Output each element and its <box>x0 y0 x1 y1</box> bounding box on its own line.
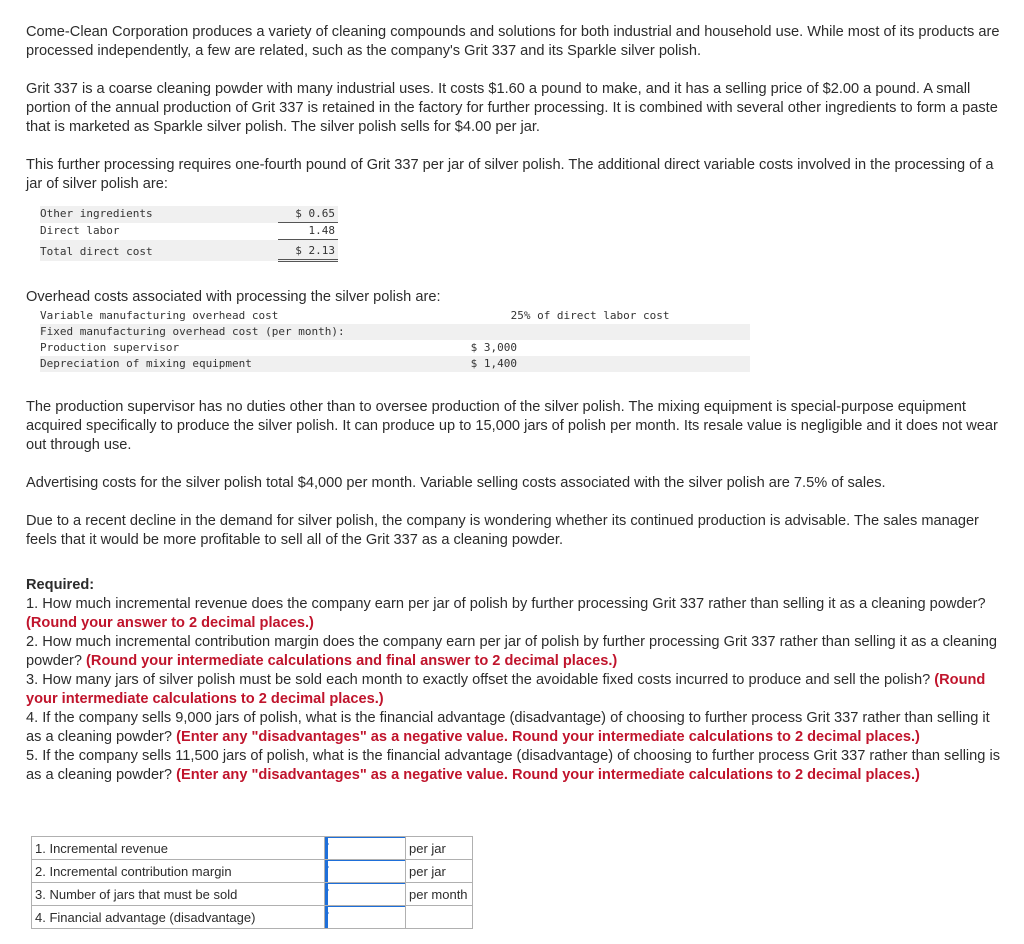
question-text: 5. If the company sells 11,500 jars of polish, what is the financial advantage (disadvantage) of choosing to further process Grit 337 rather than selling is as a cleaning powder? <box>26 748 1001 783</box>
table-row <box>32 883 473 906</box>
question-text: 1. How much incremental revenue does the company earn per jar of polish by further processing Grit 337 rather than selling it as a cleaning powder? <box>26 596 986 612</box>
direct-cost-table <box>40 206 338 262</box>
overhead-value: $ 1,400 <box>471 356 750 372</box>
answer-unit: per jar <box>406 860 473 883</box>
question-text: 3. How many jars of silver polish must be sold each month to exactly offset the avoidable fixed costs incurred to produce and sell the polish? <box>26 672 935 688</box>
answer-label: 3. Number of jars that must be sold <box>32 883 325 906</box>
overhead-table <box>40 308 750 372</box>
answer-label: 1. Incremental revenue <box>32 837 325 860</box>
answer-input-box[interactable] <box>325 883 405 905</box>
table-row <box>40 324 750 340</box>
cost-label: Other ingredients <box>40 206 278 223</box>
overhead-label: Depreciation of mixing equipment <box>40 356 471 372</box>
answer-unit: per month <box>406 883 473 906</box>
jars-sold-input[interactable] <box>325 883 406 906</box>
question-5 <box>26 747 1001 785</box>
decline-paragraph: Due to a recent decline in the demand for silver polish, the company is wondering whether its continued production is advisable. The sales manager feels that it would be more profitable to sell all of the Grit 337 as a cleaning powder. <box>26 513 979 548</box>
answer-unit: per jar <box>406 837 473 860</box>
question-1 <box>26 595 1001 633</box>
question-note: (Enter any "disadvantages" as a negative value. Round your intermediate calculations to 2 decimal places.) <box>176 729 920 745</box>
answer-input-box[interactable] <box>325 860 405 882</box>
table-row <box>32 837 473 860</box>
cost-value: 1.48 <box>278 223 338 240</box>
question-text: 2. How much incremental contribution margin does the company earn per jar of polish by further processing Grit 337 rather than selling it as a cleaning powder? <box>26 634 997 669</box>
answer-unit <box>406 906 473 929</box>
overhead-value: $ 3,000 <box>470 341 517 354</box>
overhead-label: Variable manufacturing overhead cost <box>40 309 279 322</box>
required-heading: Required: <box>26 577 95 593</box>
overhead-label: Fixed manufacturing overhead cost (per month): <box>40 324 471 340</box>
table-row <box>40 340 750 356</box>
answer-input-box[interactable] <box>325 837 405 859</box>
overhead-value <box>471 324 750 340</box>
question-3 <box>26 671 1001 709</box>
advertising-paragraph: Advertising costs for the silver polish total $4,000 per month. Variable selling costs associated with the silver polish are 7.5% of sales. <box>26 475 886 491</box>
question-2 <box>26 633 1001 671</box>
overhead-value: 25% of direct labor cost <box>510 309 670 322</box>
processing-paragraph: This further processing requires one-fourth pound of Grit 337 per jar of silver polish. The additional direct variable costs involved in the processing of a jar of silver polish are: <box>26 157 994 192</box>
table-row <box>40 240 338 261</box>
table-row <box>40 308 750 324</box>
question-note: (Round your answer to 2 decimal places.) <box>26 615 314 631</box>
financial-advantage-input[interactable] <box>325 906 406 929</box>
overhead-title: Overhead costs associated with processing the silver polish are: <box>26 289 441 305</box>
table-row <box>40 356 750 372</box>
cost-label: Total direct cost <box>40 240 278 261</box>
question-4 <box>26 709 1001 747</box>
intro-paragraph: Come-Clean Corporation produces a variety of cleaning compounds and solutions for both industrial and household use. While most of its products are processed independently, a few are related, such as the company's Grit 337 and its Sparkle silver polish. <box>26 24 1000 59</box>
answer-table <box>31 836 473 929</box>
table-row <box>32 906 473 929</box>
incremental-revenue-input[interactable] <box>325 837 406 860</box>
question-note: (Enter any "disadvantages" as a negative value. Round your intermediate calculations to 2 decimal places.) <box>176 767 920 783</box>
grit-paragraph: Grit 337 is a coarse cleaning powder with many industrial uses. It costs $1.60 a pound to make, and it has a selling price of $2.00 a pound. A small portion of the annual production of Grit 337 is retained in the factory for further processing. It is combined with several other ingredients to form a paste that is marketed as Sparkle silver polish. The silver polish sells for $4.00 per jar. <box>26 81 998 135</box>
answer-input-box[interactable] <box>325 906 405 928</box>
cost-value: $ 0.65 <box>278 206 338 223</box>
question-note: (Round your intermediate calculations and final answer to 2 decimal places.) <box>86 653 618 669</box>
question-note: (Round your intermediate calculations to 2 decimal places.) <box>26 672 986 707</box>
table-row <box>40 223 338 240</box>
table-row <box>32 860 473 883</box>
problem-content <box>26 23 1001 785</box>
question-text: 4. If the company sells 9,000 jars of polish, what is the financial advantage (disadvantage) of choosing to further process Grit 337 rather than selling it as a cleaning powder? <box>26 710 990 745</box>
answer-label: 2. Incremental contribution margin <box>32 860 325 883</box>
contribution-margin-input[interactable] <box>325 860 406 883</box>
answer-label: 4. Financial advantage (disadvantage) <box>32 906 325 929</box>
required-section <box>26 576 1001 785</box>
cost-label: Direct labor <box>40 224 120 237</box>
overhead-label: Production supervisor <box>40 341 180 354</box>
supervisor-paragraph: The production supervisor has no duties other than to oversee production of the silver polish. The mixing equipment is special-purpose equipment acquired specifically to produce the silver polish. It can produce up to 15,000 jars of polish per month. Its resale value is negligible and it does not wear out through use. <box>26 399 998 453</box>
table-row <box>40 206 338 223</box>
cost-value: $ 2.13 <box>278 240 338 261</box>
